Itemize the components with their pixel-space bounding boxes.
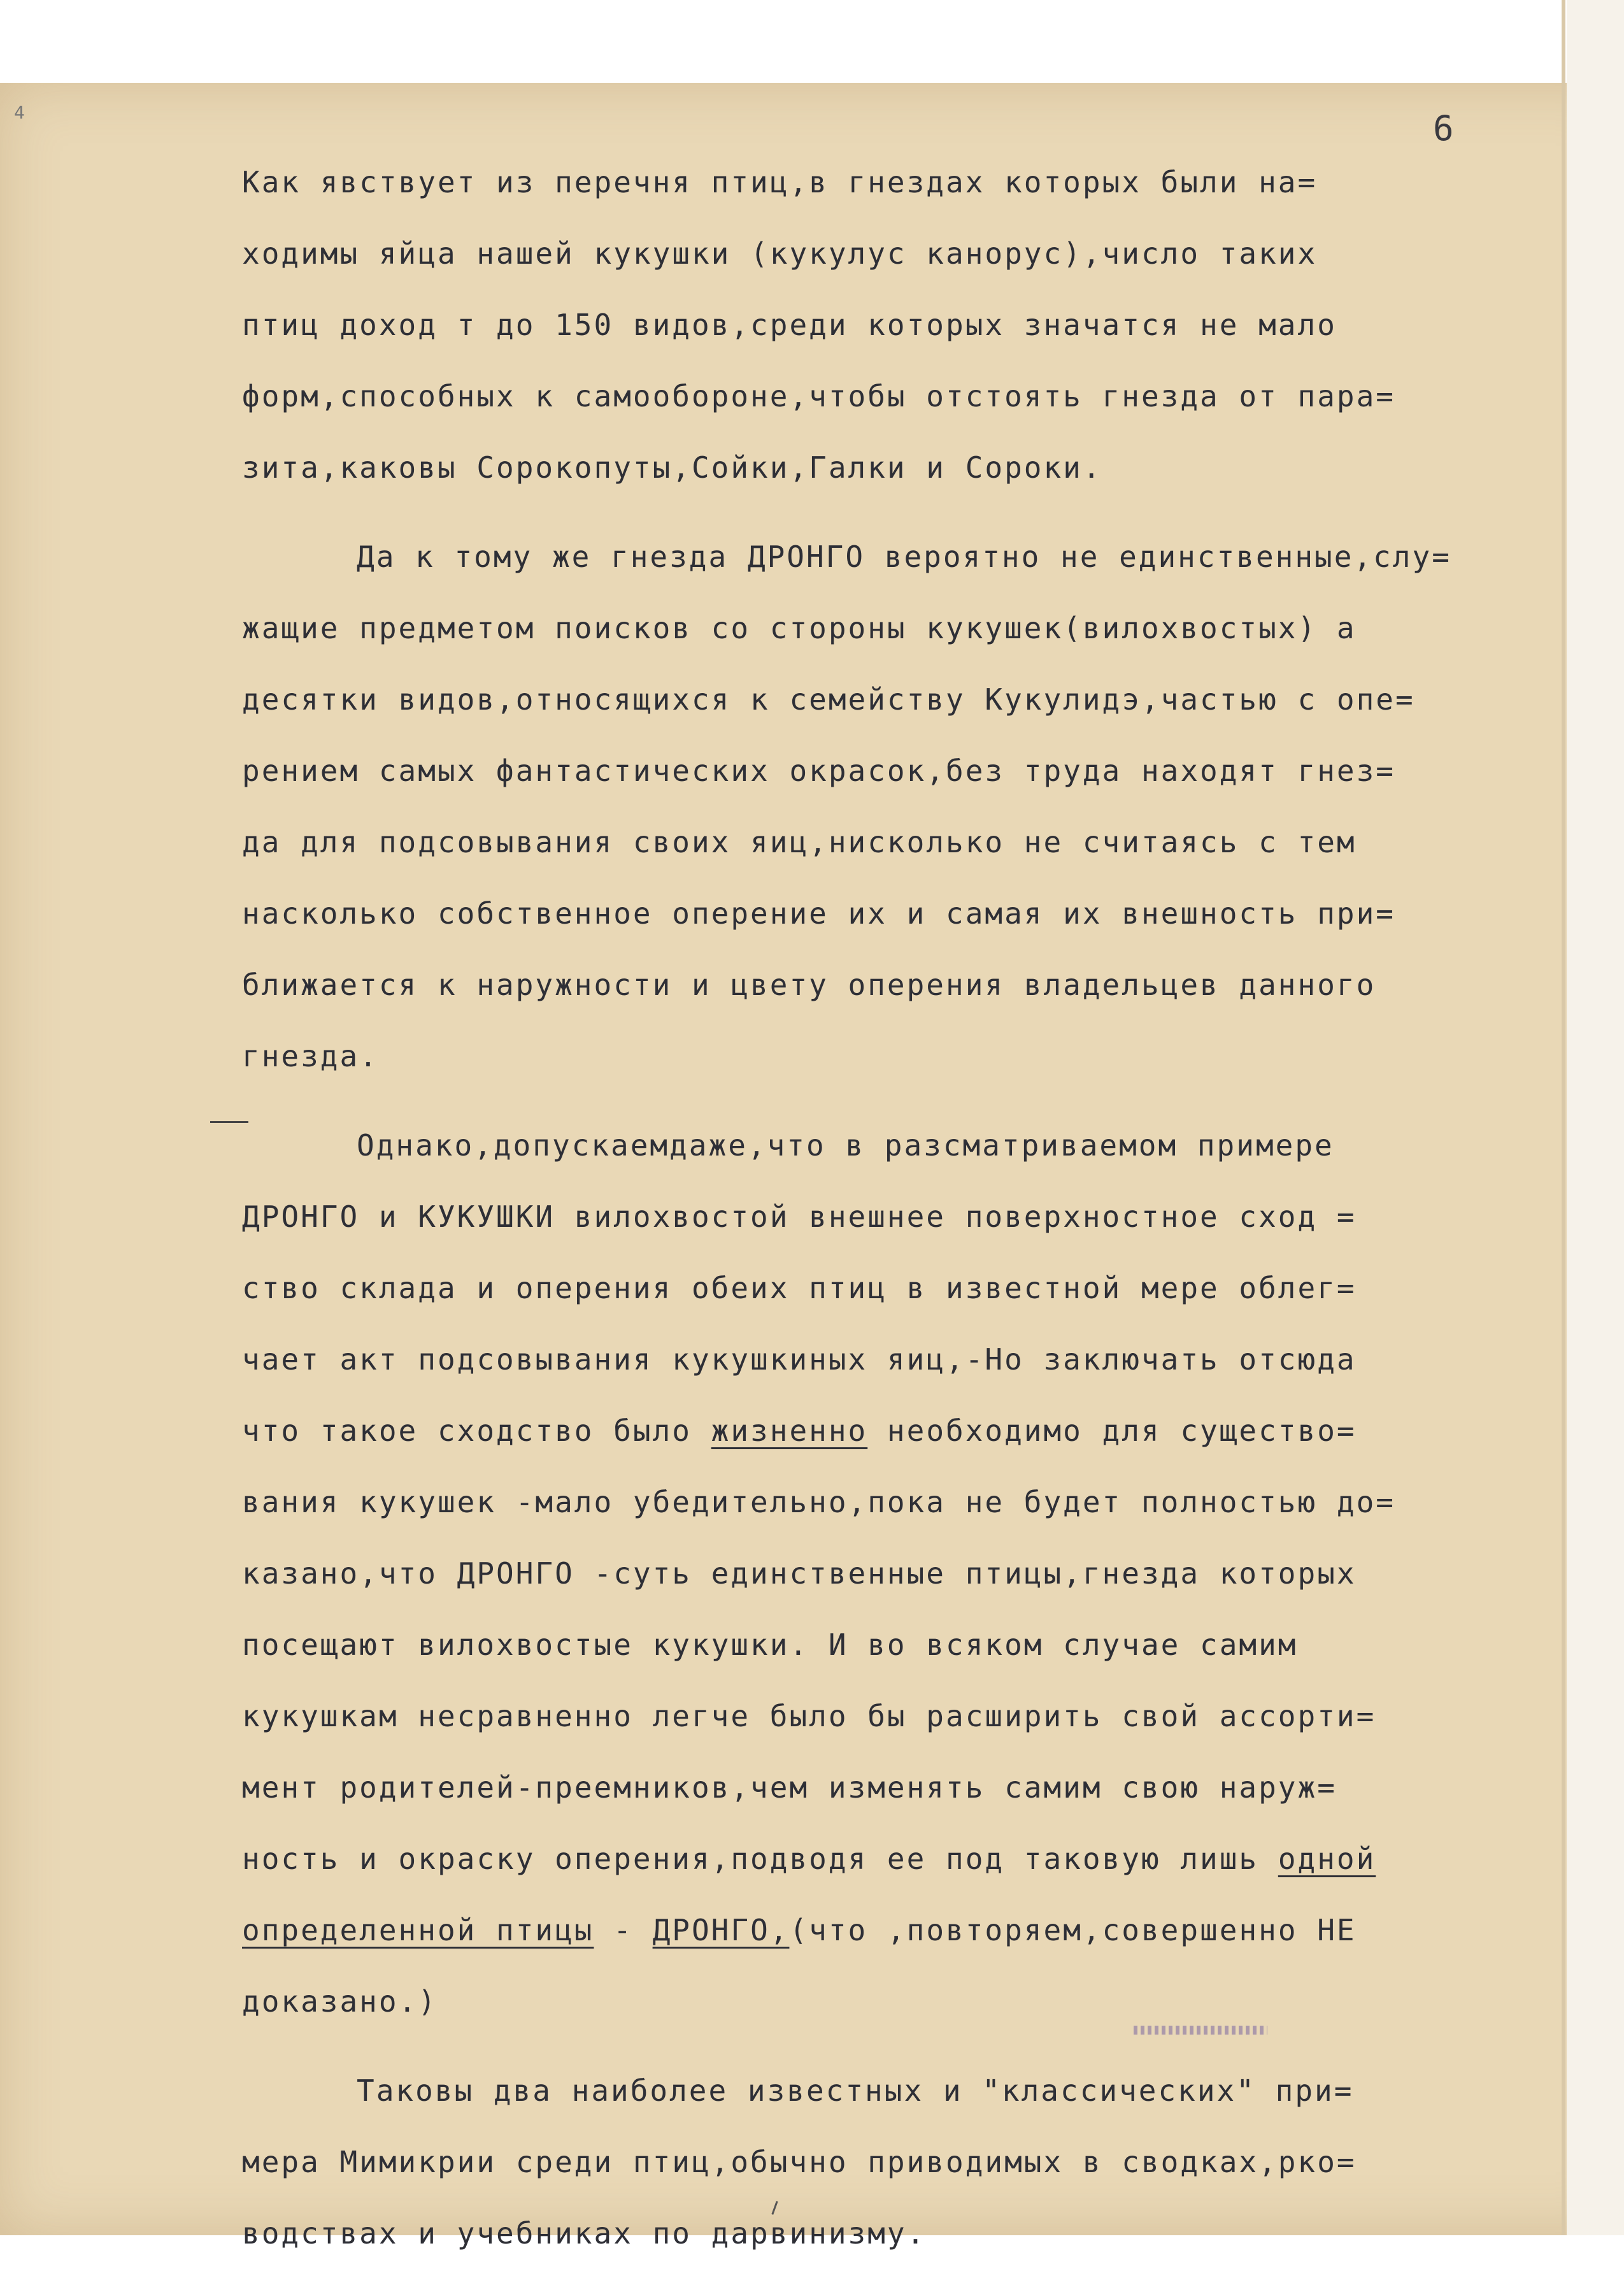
text-line: зита,каковы Сорокопуты,Сойки,Галки и Сороки. bbox=[242, 450, 1102, 485]
text-segment: (что ,повторяем,совершенно НЕ bbox=[789, 1913, 1357, 1947]
text-segment: что такое сходство было bbox=[242, 1414, 711, 1448]
text-line bbox=[242, 1894, 1522, 1966]
text-line: вания кукушек -мало убедительно,пока не будет полностью до= bbox=[242, 1485, 1395, 1519]
text-line: чает акт подсовывания кукушкиных яиц,-Но заключать отсюда bbox=[242, 1342, 1357, 1377]
text-line: посещают вилохвостые кукушки. И во всяком случае самим bbox=[242, 1628, 1298, 1662]
text-line: да для подсовывания своих яиц,нисколько не считаясь с тем bbox=[242, 825, 1357, 859]
text-line: ходимы яйца нашей кукушки (кукулус канорус),число таких bbox=[242, 236, 1318, 271]
text-line: Как явствует из перечня птиц,в гнездах которых были на= bbox=[242, 165, 1318, 199]
text-line: водствах и учебниках по дарвинизму. bbox=[242, 2216, 927, 2251]
text-line: Однако,допускаемдаже,что в разсматриваемом примере bbox=[357, 1128, 1334, 1163]
text-line bbox=[242, 1395, 1522, 1466]
pencil-mark: 4 bbox=[14, 102, 25, 123]
faint-stamp bbox=[1134, 2026, 1267, 2035]
text-line bbox=[242, 1823, 1522, 1894]
text-line: птиц доход т до 150 видов,среди которых значатся не мало bbox=[242, 308, 1337, 342]
text-line: ство склада и оперения обеих птиц в известной мере облег= bbox=[242, 1271, 1357, 1305]
text-line: ближается к наружности и цвету оперения владельцев данного bbox=[242, 968, 1376, 1002]
text-segment: ность и окраску оперения,подводя ее под таковую лишь bbox=[242, 1842, 1278, 1876]
text-line: мент родителей-преемников,чем изменять самим свою наруж= bbox=[242, 1770, 1337, 1805]
underlined-word: ДРОНГО, bbox=[652, 1913, 790, 1947]
text-segment: - bbox=[594, 1913, 653, 1947]
text-line: кукушкам несравненно легче было бы расширить свой ассорти= bbox=[242, 1699, 1376, 1733]
text-line: мера Мимикрии среди птиц,обычно приводимых в сводках,рко= bbox=[242, 2145, 1357, 2179]
underlined-word: одной bbox=[1278, 1842, 1376, 1876]
text-line: ДРОНГО и КУКУШКИ вилохвостой внешнее поверхностное сход = bbox=[242, 1199, 1357, 1234]
text-line: доказано.) bbox=[242, 1984, 438, 2019]
text-line: форм,способных к самообороне,чтобы отстоять гнезда от пара= bbox=[242, 379, 1395, 413]
underlined-word: жизненно bbox=[711, 1414, 868, 1448]
text-line: гнезда. bbox=[242, 1039, 379, 1073]
scan-margin bbox=[1567, 0, 1624, 2235]
text-segment: необходимо для существо= bbox=[867, 1414, 1357, 1448]
text-line: Таковы два наиболее известных и "классических" при= bbox=[357, 2073, 1354, 2108]
page-number: 6 bbox=[1433, 108, 1455, 148]
text-line: казано,что ДРОНГО -суть единственные птицы,гнезда которых bbox=[242, 1556, 1357, 1591]
page-edge-line bbox=[1562, 0, 1565, 2235]
text-line: жащие предметом поисков со стороны кукушек(вилохвостых) а bbox=[242, 611, 1357, 645]
text-line: Да к тому же гнезда ДРОНГО вероятно не единственные,слу= bbox=[357, 540, 1451, 574]
typewritten-text bbox=[242, 147, 1522, 2269]
text-line: рением самых фантастических окрасок,без труда находят гнез= bbox=[242, 754, 1395, 788]
text-line: десятки видов,относящихся к семейству Кукулидэ,частью с опе= bbox=[242, 682, 1415, 717]
text-line: насколько собственное оперение их и самая их внешность при= bbox=[242, 896, 1395, 931]
margin-dash bbox=[210, 1121, 248, 1123]
underlined-phrase: определенной птицы bbox=[242, 1913, 594, 1947]
